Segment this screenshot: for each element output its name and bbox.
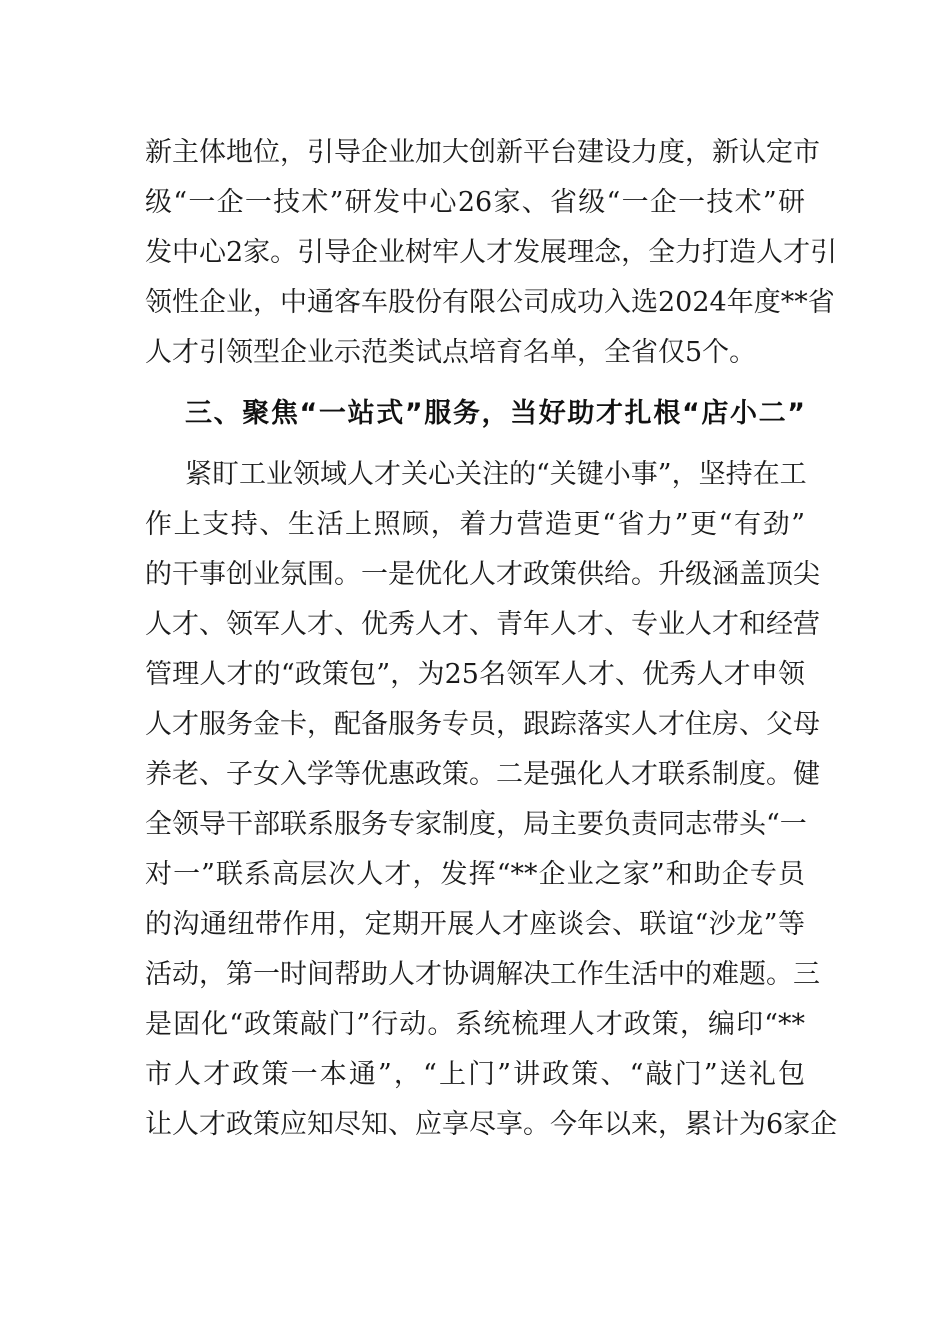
body-text-line: 人才引领型企业示范类试点培育名单，全省仅5个。 (145, 337, 757, 368)
body-text-line: 发中心2家。引导企业树牢人才发展理念，全力打造人才引 (145, 237, 838, 268)
section-heading: 三、聚焦“一站式”服务，当好助才扎根“店小二” (185, 398, 805, 429)
body-text-line: 养老、子女入学等优惠政策。二是强化人才联系制度。健 (145, 759, 820, 790)
body-text-line: 活动，第一时间帮助人才协调解决工作生活中的难题。三 (145, 959, 820, 990)
body-text-line: 作上支持、生活上照顾，着力营造更“省力”更“有劲” (145, 509, 805, 540)
body-text-line: 新主体地位，引导企业加大创新平台建设力度，新认定市 (145, 137, 820, 168)
body-text-line: 紧盯工业领域人才关心关注的“关键小事”，坚持在工 (185, 459, 807, 490)
body-text-line: 全领导干部联系服务专家制度，局主要负责同志带头“一 (145, 809, 807, 840)
body-text-line: 市人才政策一本通”，“上门”讲政策、“敲门”送礼包 (145, 1059, 805, 1090)
body-text-line: 对一”联系高层次人才，发挥“**企业之家”和助企专员 (145, 859, 805, 890)
body-text-line: 级“一企一技术”研发中心26家、省级“一企一技术”研 (145, 187, 805, 218)
body-text-line: 管理人才的“政策包”，为25名领军人才、优秀人才申领 (145, 659, 805, 690)
body-text-line: 人才服务金卡，配备服务专员，跟踪落实人才住房、父母 (145, 709, 820, 740)
body-text-line: 人才、领军人才、优秀人才、青年人才、专业人才和经营 (145, 609, 820, 640)
body-text-line: 让人才政策应知尽知、应享尽享。今年以来，累计为6家企 (145, 1109, 838, 1140)
body-text-line: 领性企业，中通客车股份有限公司成功入选2024年度**省 (145, 287, 835, 318)
body-text-line: 的干事创业氛围。一是优化人才政策供给。升级涵盖顶尖 (145, 559, 820, 590)
body-text-line: 是固化“政策敲门”行动。系统梳理人才政策，编印“** (145, 1009, 805, 1040)
body-text-line: 的沟通纽带作用，定期开展人才座谈会、联谊“沙龙”等 (145, 909, 805, 940)
